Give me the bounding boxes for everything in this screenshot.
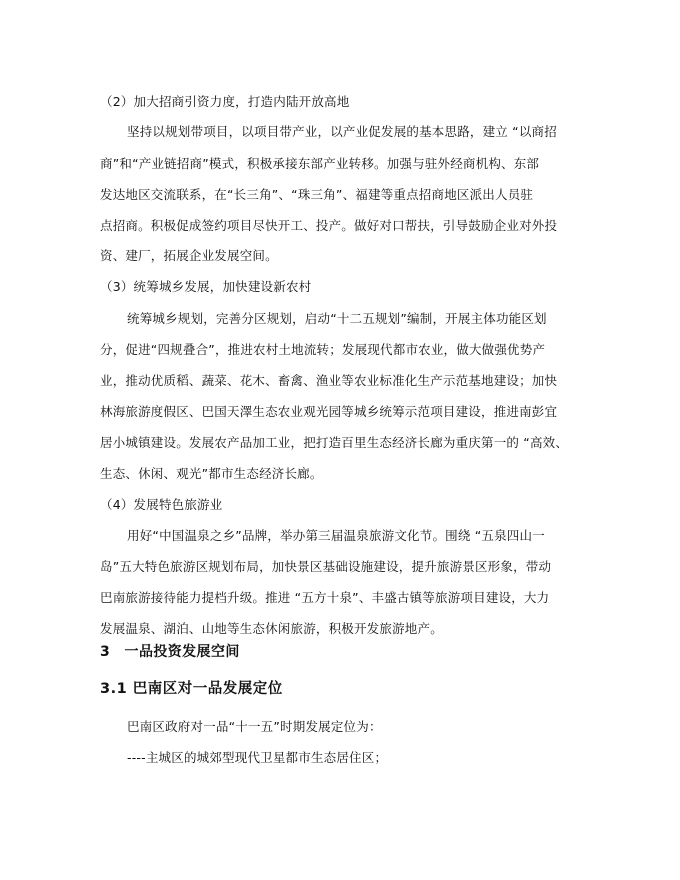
paragraph-line: 用好“中国温泉之乡”品牌，举办第三届温泉旅游文化节。围绕 “五泉四山一 xyxy=(127,528,545,543)
paragraph-line: ----主城区的城郊型现代卫星都市生态居住区； xyxy=(127,750,388,765)
paragraph-line: 巴南旅游接待能力提档升级。推进 “五方十泉”、丰盛古镇等旅游项目建设，大力 xyxy=(100,590,550,605)
paragraph-line: 生态、休闲、观光”都市生态经济长廊。 xyxy=(100,466,323,481)
subheading-urban-rural: （3）统筹城乡发展，加快建设新农村 xyxy=(100,279,312,294)
subheading-tourism: （4）发展特色旅游业 xyxy=(100,497,223,512)
paragraph-line: 发达地区交流联系，在“长三角”、“珠三角”、福建等重点招商地区派出人员驻 xyxy=(100,187,534,202)
paragraph-line: 资、建厂，拓展企业发展空间。 xyxy=(100,248,278,263)
paragraph-line: 业，推动优质稻、蔬菜、花木、畜禽、渔业等农业标准化生产示范基地建设；加快 xyxy=(100,373,558,388)
chapter-heading: 3 一品投资发展空间 xyxy=(100,644,240,660)
paragraph-line: 商”和“产业链招商”模式，积极承接东部产业转移。加强与驻外经商机构、东部 xyxy=(100,156,540,171)
paragraph-line: 巴南区政府对一品“十一五”时期发展定位为： xyxy=(127,719,382,734)
subheading-attract-investment: （2）加大招商引资力度，打造内陆开放高地 xyxy=(100,94,350,109)
paragraph-line: 分，促进“四规叠合”，推进农村土地流转；发展现代都市农业，做大做强优势产 xyxy=(100,342,546,357)
paragraph-line: 林海旅游度假区、巴国天澤生态农业观光园等城乡统筹示范项目建设，推进南彭宜 xyxy=(100,404,558,419)
section-heading: 3.1 巴南区对一品发展定位 xyxy=(100,681,283,697)
paragraph-line: 坚持以规划带项目，以项目带产业，以产业促发展的基本思路，建立 “以商招 xyxy=(127,124,557,139)
paragraph-line: 点招商。积极促成签约项目尽快开工、投产。做好对口帮扶，引导鼓励企业对外投 xyxy=(100,218,558,233)
paragraph-line: 统筹城乡规划，完善分区规划，启动“十二五规划”编制，开展主体功能区划 xyxy=(127,311,547,326)
paragraph-line: 居小城镇建设。发展农产品加工业，把打造百里生态经济长廊为重庆第一的 “高效、 xyxy=(100,435,569,450)
paragraph-line: 岛”五大特色旅游区规划布局，加快景区基础设施建设，提升旅游景区形象，带动 xyxy=(100,559,552,574)
paragraph-line: 发展温泉、湖泊、山地等生态休闲旅游，积极开发旅游地产。 xyxy=(100,621,443,636)
